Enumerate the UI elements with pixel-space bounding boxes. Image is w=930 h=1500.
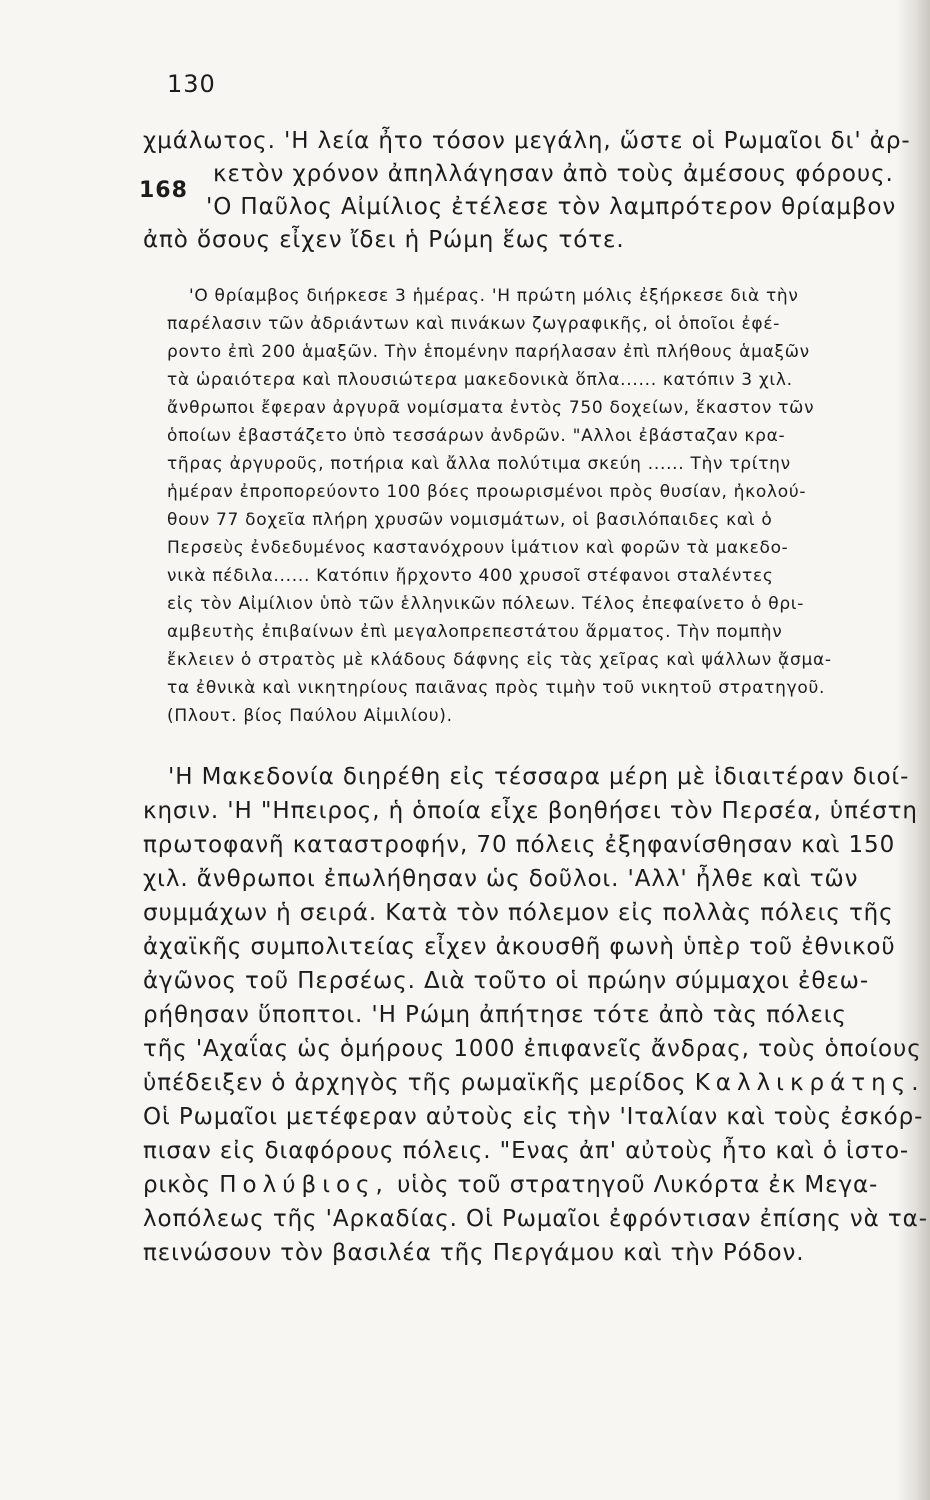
quote-line: Περσεὺς ἐνδεδυμένος καστανόχρουν ἱμάτιον καὶ φορῶν τὰ μακεδο-: [167, 538, 789, 558]
page-number: 130: [167, 70, 216, 98]
quote-line: ὁποίων ἐβαστάζετο ὑπὸ τεσσάρων ἀνδρῶν. "Αλλοι ἐβάσταζαν κρα-: [167, 426, 786, 446]
quote-line: εἰς τὸν Αἰμίλιον ὑπὸ τῶν ἑλληνικῶν πόλεων. Τέλος ἐπεφαίνετο ὁ θρι-: [167, 594, 805, 614]
body-text: ὑπέδειξεν ὁ ἀρχηγὸς τῆς ρωμαϊκῆς μερίδος: [143, 1070, 695, 1096]
quote-line: παρέλασιν τῶν ἀδριάντων καὶ πινάκων ζωγραφικῆς, οἱ ὁποῖοι ἐφέ-: [167, 314, 781, 334]
body-line: χιλ. ἄνθρωποι ἐπωλήθησαν ὡς δοῦλοι. 'Αλλ' ἦλθε καὶ τῶν: [143, 866, 859, 892]
quote-citation: (Πλουτ. βίος Παύλου Αἰμιλίου).: [167, 706, 453, 726]
quote-line: τα ἐθνικὰ καὶ νικητηρίους παιᾶνας πρὸς τιμὴν τοῦ νικητοῦ στρατηγοῦ.: [167, 678, 826, 698]
intro-line: ἀπὸ ὅσους εἶχεν ἴδει ἡ Ρώμη ἕως τότε.: [143, 227, 625, 253]
body-line: πισαν εἰς διαφόρους πόλεις. "Ενας ἀπ' αὐτοὺς ἦτο καὶ ὁ ἱστο-: [143, 1138, 910, 1164]
body-line: λοπόλεως τῆς 'Αρκαδίας. Οἱ Ρωμαῖοι ἐφρόντισαν ἐπίσης νὰ τα-: [143, 1206, 928, 1232]
body-line: Οἱ Ρωμαῖοι μετέφεραν αὐτοὺς εἰς τὴν 'Ιταλίαν καὶ τοὺς ἐσκόρ-: [143, 1104, 924, 1130]
body-line: κησιν. 'Η "Ηπειρος, ἡ ὁποία εἶχε βοηθήσει τὸν Περσέα, ὑπέστη: [143, 798, 918, 824]
body-line: 'Η Μακεδονία διηρέθη εἰς τέσσαρα μέρη μὲ ἰδιαιτέραν διοί-: [168, 764, 910, 790]
spaced-name-kallikrates: Καλλικράτης.: [694, 1070, 925, 1096]
body-line: πρωτοφανῆ καταστροφήν, 70 πόλεις ἐξηφανίσθησαν καὶ 150: [143, 832, 896, 858]
body-line: ἀχαϊκῆς συμπολιτείας εἶχεν ἀκουσθῆ φωνὴ ὑπὲρ τοῦ ἐθνικοῦ: [143, 934, 896, 960]
quote-line: ἔκλειεν ὁ στρατὸς μὲ κλάδους δάφνης εἰς τὰς χεῖρας καὶ ψάλλων ᾄσμα-: [167, 650, 832, 670]
quote-line: τῆρας ἀργυροῦς, ποτήρια καὶ ἄλλα πολύτιμα σκεύη ...... Τὴν τρίτην: [167, 454, 791, 474]
intro-line: χμάλωτος. 'Η λεία ἦτο τόσον μεγάλη, ὥστε οἱ Ρωμαῖοι δι' ἀρ-: [143, 128, 911, 154]
intro-line: κετὸν χρόνον ἀπηλλάγησαν ἀπὸ τοὺς ἀμέσους φόρους.: [213, 161, 894, 187]
quote-line: αμβευτὴς ἐπιβαίνων ἐπὶ μεγαλοπρεπεστάτου ἅρματος. Τὴν πομπὴν: [167, 622, 783, 642]
quote-line: τὰ ὡραιότερα καὶ πλουσιώτερα μακεδονικὰ ὅπλα...... κατόπιν 3 χιλ.: [167, 370, 793, 390]
body-line: ρήθησαν ὕποπτοι. 'Η Ρώμη ἀπήτησε τότε ἀπὸ τὰς πόλεις: [143, 1002, 847, 1028]
body-line: πεινώσουν τὸν βασιλέα τῆς Περγάμου καὶ τὴν Ρόδον.: [143, 1240, 805, 1266]
body-line: [143, 1172, 878, 1198]
quote-line: ροντο ἐπὶ 200 ἁμαξῶν. Τὴν ἑπομένην παρήλασαν ἐπὶ πλήθους ἁμαξῶν: [167, 342, 810, 362]
body-text: ρικὸς: [143, 1172, 220, 1198]
quote-line: νικὰ πέδιλα...... Κατόπιν ἤρχοντο 400 χρυσοῖ στέφανοι σταλέντες: [167, 566, 774, 586]
body-line: ἀγῶνος τοῦ Περσέως. Διὰ τοῦτο οἱ πρώην σύμμαχοι ἐθεω-: [143, 968, 870, 994]
book-spine-shadow: [896, 0, 930, 1500]
body-text: υἱὸς τοῦ στρατηγοῦ Λυκόρτα ἐκ Μεγα-: [388, 1172, 879, 1198]
margin-section-number: 168: [139, 178, 188, 203]
quote-line: 'Ο θρίαμβος διήρκεσε 3 ἡμέρας. 'Η πρώτη μόλις ἐξήρκεσε διὰ τὴν: [189, 286, 799, 306]
quote-line: ἡμέραν ἐπροπορεύοντο 100 βόες προωρισμένοι πρὸς θυσίαν, ἠκολού-: [167, 482, 807, 502]
body-line: τῆς 'Αχαΐας ὡς ὁμήρους 1000 ἐπιφανεῖς ἄνδρας, τοὺς ὁποίους: [143, 1036, 922, 1062]
intro-line: 'Ο Παῦλος Αἰμίλιος ἐτέλεσε τὸν λαμπρότερον θρίαμβον: [206, 194, 897, 220]
quote-line: θουν 77 δοχεῖα πλήρη χρυσῶν νομισμάτων, οἱ βασιλόπαιδες καὶ ὁ: [167, 510, 773, 530]
quote-line: ἄνθρωποι ἔφεραν ἀργυρᾶ νομίσματα ἐντὸς 750 δοχείων, ἕκαστον τῶν: [167, 398, 815, 418]
body-line: συμμάχων ἡ σειρά. Κατὰ τὸν πόλεμον εἰς πολλὰς πόλεις τῆς: [143, 900, 894, 926]
spaced-name-polybios: Πολύβιος,: [219, 1172, 389, 1198]
body-line: [143, 1070, 925, 1096]
